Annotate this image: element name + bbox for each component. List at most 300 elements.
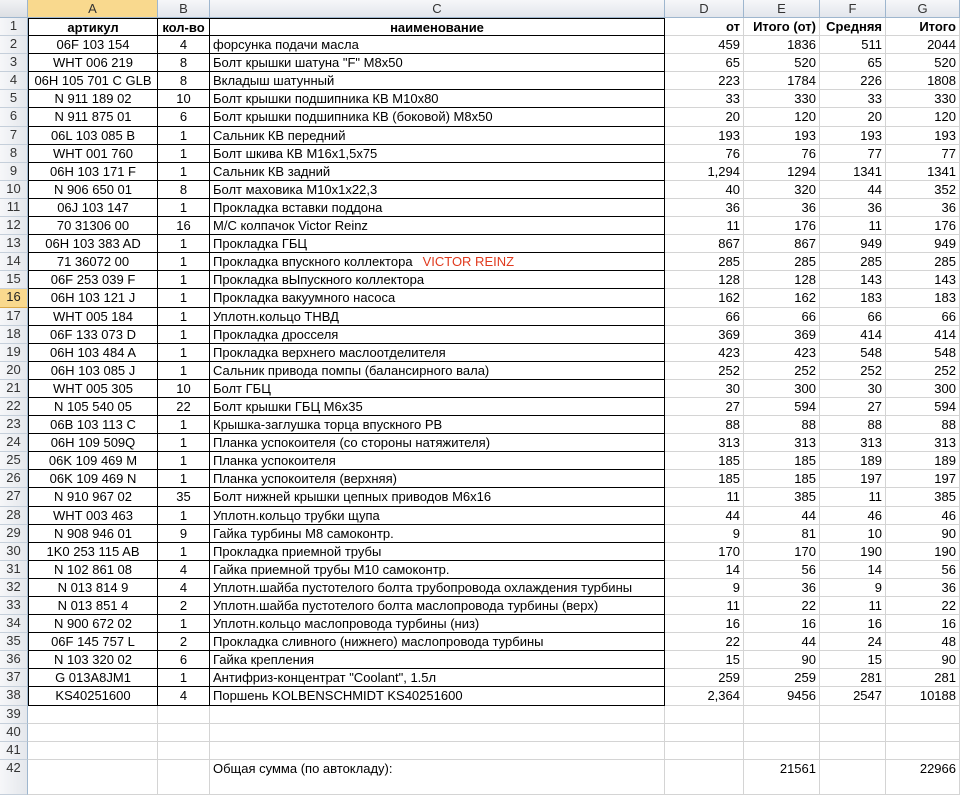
total-from-cell[interactable]: 313: [744, 434, 820, 452]
header-total-from[interactable]: Итого (от): [744, 18, 820, 36]
qty-cell[interactable]: 8: [158, 72, 210, 90]
name-cell[interactable]: [210, 145, 665, 163]
price-from-cell[interactable]: 11: [665, 217, 744, 235]
total-from-cell[interactable]: 56: [744, 561, 820, 579]
total-from-cell[interactable]: 185: [744, 452, 820, 470]
article-cell[interactable]: 06H 105 701 C GLB: [28, 72, 158, 90]
total-from-cell[interactable]: 66: [744, 308, 820, 326]
qty-cell[interactable]: 10: [158, 90, 210, 108]
empty-cell[interactable]: [744, 706, 820, 724]
name-cell[interactable]: [210, 543, 665, 561]
article-cell[interactable]: KS40251600: [28, 687, 158, 705]
total-from-cell[interactable]: 867: [744, 235, 820, 253]
price-from-cell[interactable]: 459: [665, 36, 744, 54]
row-header[interactable]: 21: [0, 380, 28, 398]
total-cell[interactable]: 548: [886, 344, 960, 362]
name-cell[interactable]: [210, 380, 665, 398]
avg-price-cell[interactable]: 1341: [820, 163, 886, 181]
row-header[interactable]: 27: [0, 488, 28, 506]
avg-price-cell[interactable]: 252: [820, 362, 886, 380]
name-cell[interactable]: [210, 633, 665, 651]
empty-cell[interactable]: [210, 724, 665, 742]
article-cell[interactable]: 06H 103 085 J: [28, 362, 158, 380]
article-cell[interactable]: N 906 650 01: [28, 181, 158, 199]
row-header[interactable]: 35: [0, 633, 28, 651]
name-cell[interactable]: [210, 36, 665, 54]
total-cell[interactable]: 414: [886, 326, 960, 344]
price-from-cell[interactable]: 162: [665, 289, 744, 307]
name-cell[interactable]: [210, 54, 665, 72]
avg-price-cell[interactable]: 189: [820, 452, 886, 470]
qty-cell[interactable]: 1: [158, 416, 210, 434]
total-from-cell[interactable]: 120: [744, 108, 820, 126]
total-from-cell[interactable]: 9456: [744, 687, 820, 705]
article-cell[interactable]: 06K 109 469 M: [28, 452, 158, 470]
article-cell[interactable]: N 013 851 4: [28, 597, 158, 615]
total-from-cell[interactable]: 385: [744, 488, 820, 506]
article-cell[interactable]: 06F 103 154: [28, 36, 158, 54]
name-cell[interactable]: [210, 597, 665, 615]
article-cell[interactable]: G 013A8JM1: [28, 669, 158, 687]
row-header[interactable]: 42: [0, 760, 28, 795]
row-header[interactable]: 23: [0, 416, 28, 434]
summary-total[interactable]: 22966: [886, 760, 960, 795]
name-cell[interactable]: [210, 362, 665, 380]
article-cell[interactable]: N 908 946 01: [28, 525, 158, 543]
avg-price-cell[interactable]: 65: [820, 54, 886, 72]
price-from-cell[interactable]: 14: [665, 561, 744, 579]
row-header[interactable]: 12: [0, 217, 28, 235]
empty-cell[interactable]: [665, 742, 744, 760]
row-header[interactable]: 15: [0, 271, 28, 289]
row-header[interactable]: 38: [0, 687, 28, 705]
total-cell[interactable]: 143: [886, 271, 960, 289]
avg-price-cell[interactable]: 88: [820, 416, 886, 434]
article-cell[interactable]: 06H 103 484 A: [28, 344, 158, 362]
article-cell[interactable]: 06L 103 085 B: [28, 127, 158, 145]
name-cell[interactable]: [210, 289, 665, 307]
avg-price-cell[interactable]: 2547: [820, 687, 886, 705]
row-header[interactable]: 5: [0, 90, 28, 108]
empty-cell[interactable]: [28, 724, 158, 742]
row-header[interactable]: 31: [0, 561, 28, 579]
row-header[interactable]: 37: [0, 669, 28, 687]
article-cell[interactable]: WHT 003 463: [28, 507, 158, 525]
article-cell[interactable]: N 911 875 01: [28, 108, 158, 126]
price-from-cell[interactable]: 20: [665, 108, 744, 126]
total-cell[interactable]: 22: [886, 597, 960, 615]
qty-cell[interactable]: 4: [158, 579, 210, 597]
name-cell[interactable]: [210, 217, 665, 235]
total-from-cell[interactable]: 88: [744, 416, 820, 434]
total-cell[interactable]: 46: [886, 507, 960, 525]
total-from-cell[interactable]: 185: [744, 470, 820, 488]
article-cell[interactable]: WHT 005 305: [28, 380, 158, 398]
total-from-cell[interactable]: 285: [744, 253, 820, 271]
price-from-cell[interactable]: 11: [665, 488, 744, 506]
empty-cell[interactable]: [158, 760, 210, 795]
avg-price-cell[interactable]: 27: [820, 398, 886, 416]
avg-price-cell[interactable]: 197: [820, 470, 886, 488]
price-from-cell[interactable]: 285: [665, 253, 744, 271]
total-cell[interactable]: 183: [886, 289, 960, 307]
name-cell[interactable]: [210, 326, 665, 344]
price-from-cell[interactable]: 76: [665, 145, 744, 163]
row-header[interactable]: 41: [0, 742, 28, 760]
total-cell[interactable]: 56: [886, 561, 960, 579]
summary-total-from[interactable]: 21561: [744, 760, 820, 795]
avg-price-cell[interactable]: 11: [820, 488, 886, 506]
avg-price-cell[interactable]: 10: [820, 525, 886, 543]
column-header-f[interactable]: F: [820, 0, 886, 18]
total-cell[interactable]: 1808: [886, 72, 960, 90]
total-cell[interactable]: 197: [886, 470, 960, 488]
avg-price-cell[interactable]: 24: [820, 633, 886, 651]
price-from-cell[interactable]: 423: [665, 344, 744, 362]
qty-cell[interactable]: 2: [158, 597, 210, 615]
total-cell[interactable]: 90: [886, 651, 960, 669]
qty-cell[interactable]: 10: [158, 380, 210, 398]
total-cell[interactable]: 16: [886, 615, 960, 633]
empty-cell[interactable]: [158, 724, 210, 742]
avg-price-cell[interactable]: 281: [820, 669, 886, 687]
total-cell[interactable]: 2044: [886, 36, 960, 54]
article-cell[interactable]: 06H 103 171 F: [28, 163, 158, 181]
name-cell[interactable]: [210, 507, 665, 525]
avg-price-cell[interactable]: 30: [820, 380, 886, 398]
price-from-cell[interactable]: 185: [665, 452, 744, 470]
total-cell[interactable]: 36: [886, 199, 960, 217]
qty-cell[interactable]: 1: [158, 669, 210, 687]
price-from-cell[interactable]: 11: [665, 597, 744, 615]
summary-label[interactable]: Общая сумма (по автокладу):: [210, 760, 665, 795]
total-cell[interactable]: 66: [886, 308, 960, 326]
avg-price-cell[interactable]: 66: [820, 308, 886, 326]
article-cell[interactable]: N 102 861 08: [28, 561, 158, 579]
total-cell[interactable]: 313: [886, 434, 960, 452]
total-cell[interactable]: 949: [886, 235, 960, 253]
name-cell[interactable]: [210, 615, 665, 633]
empty-cell[interactable]: [158, 706, 210, 724]
select-all-corner[interactable]: [0, 0, 28, 18]
column-header-b[interactable]: B: [158, 0, 210, 18]
article-cell[interactable]: 06H 109 509Q: [28, 434, 158, 452]
total-from-cell[interactable]: 76: [744, 145, 820, 163]
avg-price-cell[interactable]: 949: [820, 235, 886, 253]
article-cell[interactable]: N 900 672 02: [28, 615, 158, 633]
row-header[interactable]: 39: [0, 706, 28, 724]
total-cell[interactable]: 10188: [886, 687, 960, 705]
article-cell[interactable]: 06K 109 469 N: [28, 470, 158, 488]
price-from-cell[interactable]: 88: [665, 416, 744, 434]
column-header-c[interactable]: C: [210, 0, 665, 18]
total-from-cell[interactable]: 176: [744, 217, 820, 235]
name-cell[interactable]: [210, 398, 665, 416]
qty-cell[interactable]: 1: [158, 308, 210, 326]
price-from-cell[interactable]: 30: [665, 380, 744, 398]
total-from-cell[interactable]: 170: [744, 543, 820, 561]
price-from-cell[interactable]: 40: [665, 181, 744, 199]
price-from-cell[interactable]: 1,294: [665, 163, 744, 181]
price-from-cell[interactable]: 128: [665, 271, 744, 289]
total-from-cell[interactable]: 300: [744, 380, 820, 398]
avg-price-cell[interactable]: 77: [820, 145, 886, 163]
name-cell[interactable]: [210, 416, 665, 434]
name-cell[interactable]: [210, 651, 665, 669]
article-cell[interactable]: N 910 967 02: [28, 488, 158, 506]
total-cell[interactable]: 330: [886, 90, 960, 108]
total-cell[interactable]: 252: [886, 362, 960, 380]
total-from-cell[interactable]: 22: [744, 597, 820, 615]
empty-cell[interactable]: [28, 742, 158, 760]
avg-price-cell[interactable]: 46: [820, 507, 886, 525]
article-cell[interactable]: 06H 103 121 J: [28, 289, 158, 307]
price-from-cell[interactable]: 193: [665, 127, 744, 145]
total-from-cell[interactable]: 16: [744, 615, 820, 633]
article-cell[interactable]: 70 31306 00: [28, 217, 158, 235]
name-cell[interactable]: [210, 525, 665, 543]
total-from-cell[interactable]: 259: [744, 669, 820, 687]
article-cell[interactable]: 71 36072 00: [28, 253, 158, 271]
total-cell[interactable]: 1341: [886, 163, 960, 181]
row-header[interactable]: 9: [0, 163, 28, 181]
name-cell[interactable]: [210, 72, 665, 90]
qty-cell[interactable]: 6: [158, 651, 210, 669]
total-cell[interactable]: 285: [886, 253, 960, 271]
total-cell[interactable]: 193: [886, 127, 960, 145]
header-total[interactable]: Итого: [886, 18, 960, 36]
price-from-cell[interactable]: 36: [665, 199, 744, 217]
total-cell[interactable]: 36: [886, 579, 960, 597]
empty-cell[interactable]: [28, 760, 158, 795]
qty-cell[interactable]: 16: [158, 217, 210, 235]
empty-cell[interactable]: [210, 742, 665, 760]
row-header[interactable]: 25: [0, 452, 28, 470]
avg-price-cell[interactable]: 44: [820, 181, 886, 199]
name-cell[interactable]: [210, 271, 665, 289]
article-cell[interactable]: 06J 103 147: [28, 199, 158, 217]
price-from-cell[interactable]: 66: [665, 308, 744, 326]
avg-price-cell[interactable]: 16: [820, 615, 886, 633]
article-cell[interactable]: N 105 540 05: [28, 398, 158, 416]
price-from-cell[interactable]: 223: [665, 72, 744, 90]
empty-cell[interactable]: [744, 724, 820, 742]
total-from-cell[interactable]: 162: [744, 289, 820, 307]
name-cell[interactable]: [210, 488, 665, 506]
row-header[interactable]: 22: [0, 398, 28, 416]
empty-cell[interactable]: [886, 742, 960, 760]
total-from-cell[interactable]: 320: [744, 181, 820, 199]
name-cell[interactable]: [210, 308, 665, 326]
qty-cell[interactable]: 1: [158, 615, 210, 633]
total-from-cell[interactable]: 36: [744, 579, 820, 597]
total-cell[interactable]: 189: [886, 452, 960, 470]
article-cell[interactable]: WHT 001 760: [28, 145, 158, 163]
price-from-cell[interactable]: 15: [665, 651, 744, 669]
avg-price-cell[interactable]: 183: [820, 289, 886, 307]
avg-price-cell[interactable]: 11: [820, 217, 886, 235]
avg-price-cell[interactable]: 190: [820, 543, 886, 561]
article-cell[interactable]: N 911 189 02: [28, 90, 158, 108]
avg-price-cell[interactable]: 285: [820, 253, 886, 271]
article-cell[interactable]: WHT 005 184: [28, 308, 158, 326]
empty-cell[interactable]: [820, 742, 886, 760]
row-header[interactable]: 33: [0, 597, 28, 615]
total-from-cell[interactable]: 423: [744, 344, 820, 362]
name-cell[interactable]: [210, 90, 665, 108]
row-header[interactable]: 8: [0, 145, 28, 163]
row-header[interactable]: 17: [0, 308, 28, 326]
qty-cell[interactable]: 1: [158, 289, 210, 307]
price-from-cell[interactable]: 9: [665, 579, 744, 597]
name-cell[interactable]: [210, 579, 665, 597]
total-cell[interactable]: 88: [886, 416, 960, 434]
qty-cell[interactable]: 9: [158, 525, 210, 543]
row-header[interactable]: 26: [0, 470, 28, 488]
qty-cell[interactable]: 1: [158, 163, 210, 181]
article-cell[interactable]: 06F 133 073 D: [28, 326, 158, 344]
avg-price-cell[interactable]: 143: [820, 271, 886, 289]
name-cell[interactable]: [210, 344, 665, 362]
header-from[interactable]: от: [665, 18, 744, 36]
empty-cell[interactable]: [665, 706, 744, 724]
name-cell[interactable]: [210, 434, 665, 452]
total-from-cell[interactable]: 193: [744, 127, 820, 145]
article-cell[interactable]: 06F 145 757 L: [28, 633, 158, 651]
total-from-cell[interactable]: 44: [744, 507, 820, 525]
name-cell[interactable]: [210, 452, 665, 470]
row-header[interactable]: 3: [0, 54, 28, 72]
total-from-cell[interactable]: 252: [744, 362, 820, 380]
row-header[interactable]: 14: [0, 253, 28, 271]
empty-cell[interactable]: [820, 724, 886, 742]
name-cell[interactable]: [210, 163, 665, 181]
row-header[interactable]: 16: [0, 289, 28, 307]
price-from-cell[interactable]: 867: [665, 235, 744, 253]
row-header[interactable]: 32: [0, 579, 28, 597]
header-qty[interactable]: кол-во: [158, 18, 210, 36]
price-from-cell[interactable]: 16: [665, 615, 744, 633]
avg-price-cell[interactable]: 548: [820, 344, 886, 362]
row-header[interactable]: 36: [0, 651, 28, 669]
price-from-cell[interactable]: 185: [665, 470, 744, 488]
price-from-cell[interactable]: 259: [665, 669, 744, 687]
qty-cell[interactable]: 35: [158, 488, 210, 506]
qty-cell[interactable]: 1: [158, 344, 210, 362]
column-header-e[interactable]: E: [744, 0, 820, 18]
avg-price-cell[interactable]: 511: [820, 36, 886, 54]
qty-cell[interactable]: 1: [158, 145, 210, 163]
empty-cell[interactable]: [820, 760, 886, 795]
column-header-g[interactable]: G: [886, 0, 960, 18]
avg-price-cell[interactable]: 414: [820, 326, 886, 344]
total-cell[interactable]: 385: [886, 488, 960, 506]
row-header[interactable]: 18: [0, 326, 28, 344]
name-cell[interactable]: [210, 687, 665, 705]
price-from-cell[interactable]: 27: [665, 398, 744, 416]
total-from-cell[interactable]: 594: [744, 398, 820, 416]
avg-price-cell[interactable]: 36: [820, 199, 886, 217]
total-cell[interactable]: 520: [886, 54, 960, 72]
empty-cell[interactable]: [210, 706, 665, 724]
qty-cell[interactable]: 4: [158, 687, 210, 705]
article-cell[interactable]: WHT 006 219: [28, 54, 158, 72]
total-cell[interactable]: 594: [886, 398, 960, 416]
qty-cell[interactable]: 1: [158, 470, 210, 488]
qty-cell[interactable]: 1: [158, 434, 210, 452]
name-cell[interactable]: [210, 253, 665, 271]
price-from-cell[interactable]: 369: [665, 326, 744, 344]
article-cell[interactable]: 06H 103 383 AD: [28, 235, 158, 253]
price-from-cell[interactable]: 170: [665, 543, 744, 561]
total-cell[interactable]: 176: [886, 217, 960, 235]
price-from-cell[interactable]: 44: [665, 507, 744, 525]
qty-cell[interactable]: 1: [158, 326, 210, 344]
total-from-cell[interactable]: 520: [744, 54, 820, 72]
total-cell[interactable]: 281: [886, 669, 960, 687]
qty-cell[interactable]: 1: [158, 235, 210, 253]
row-header[interactable]: 19: [0, 344, 28, 362]
row-header[interactable]: 34: [0, 615, 28, 633]
empty-cell[interactable]: [820, 706, 886, 724]
empty-cell[interactable]: [158, 742, 210, 760]
name-cell[interactable]: [210, 108, 665, 126]
empty-cell[interactable]: [665, 760, 744, 795]
price-from-cell[interactable]: 313: [665, 434, 744, 452]
price-from-cell[interactable]: 33: [665, 90, 744, 108]
qty-cell[interactable]: 1: [158, 362, 210, 380]
total-cell[interactable]: 77: [886, 145, 960, 163]
avg-price-cell[interactable]: 14: [820, 561, 886, 579]
row-header[interactable]: 2: [0, 36, 28, 54]
qty-cell[interactable]: 1: [158, 507, 210, 525]
avg-price-cell[interactable]: 11: [820, 597, 886, 615]
name-cell[interactable]: [210, 181, 665, 199]
avg-price-cell[interactable]: 20: [820, 108, 886, 126]
qty-cell[interactable]: 4: [158, 561, 210, 579]
qty-cell[interactable]: 2: [158, 633, 210, 651]
qty-cell[interactable]: 1: [158, 127, 210, 145]
avg-price-cell[interactable]: 33: [820, 90, 886, 108]
header-avg[interactable]: Средняя: [820, 18, 886, 36]
empty-cell[interactable]: [744, 742, 820, 760]
row-header[interactable]: 24: [0, 434, 28, 452]
qty-cell[interactable]: 4: [158, 36, 210, 54]
row-header[interactable]: 7: [0, 127, 28, 145]
qty-cell[interactable]: 1: [158, 271, 210, 289]
total-cell[interactable]: 48: [886, 633, 960, 651]
name-cell[interactable]: [210, 235, 665, 253]
total-from-cell[interactable]: 330: [744, 90, 820, 108]
name-cell[interactable]: [210, 199, 665, 217]
empty-cell[interactable]: [886, 724, 960, 742]
row-header[interactable]: 29: [0, 525, 28, 543]
price-from-cell[interactable]: 252: [665, 362, 744, 380]
article-cell[interactable]: 06F 253 039 F: [28, 271, 158, 289]
total-cell[interactable]: 300: [886, 380, 960, 398]
article-cell[interactable]: 1K0 253 115 AB: [28, 543, 158, 561]
price-from-cell[interactable]: 22: [665, 633, 744, 651]
row-header[interactable]: 20: [0, 362, 28, 380]
name-cell[interactable]: [210, 127, 665, 145]
total-from-cell[interactable]: 81: [744, 525, 820, 543]
column-header-d[interactable]: D: [665, 0, 744, 18]
qty-cell[interactable]: 8: [158, 181, 210, 199]
total-from-cell[interactable]: 36: [744, 199, 820, 217]
avg-price-cell[interactable]: 226: [820, 72, 886, 90]
name-cell[interactable]: [210, 470, 665, 488]
article-cell[interactable]: N 013 814 9: [28, 579, 158, 597]
